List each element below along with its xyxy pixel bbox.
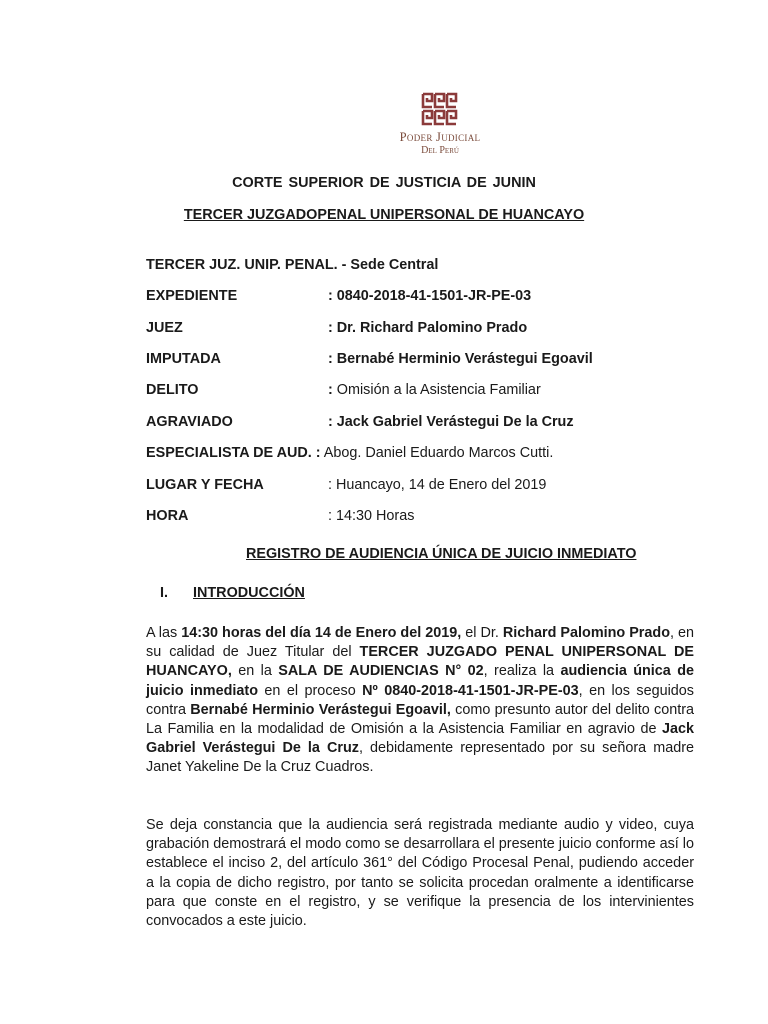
value-hora: : 14:30 Horas <box>328 508 415 524</box>
value-delito-wrap <box>328 382 541 398</box>
row-expediente <box>146 288 706 308</box>
value-agraviado: : Jack Gabriel Verástegui De la Cruz <box>328 414 574 430</box>
p1-s2: el Dr. <box>461 625 503 641</box>
row-agraviado <box>146 414 706 434</box>
value-imputada: : Bernabé Herminio Verástegui Egoavil <box>328 351 593 367</box>
paragraph-constancia: Se deja constancia que la audiencia será registrada mediante audio y video, cuya grabación demostrará el modo como se desarrollara el presente juicio conforme así lo establece el inciso 2, del artículo 361° del Código Procesal Penal, pudiendo acceder a la copia de dicho registro, por tanto se solicita procedan oralmente a identificarse para que conste en el registro, y se verifique la presencia de los intervinientes convocados a este juicio. <box>146 817 694 930</box>
p1-b4: SALA DE AUDIENCIAS N° 02 <box>278 663 484 680</box>
p1-b3: TERCER JUZGADO PENAL UNIPERSONAL DE HUANCAYO, <box>146 644 694 680</box>
juzgado-heading: TERCER JUZGADOPENAL UNIPERSONAL DE HUANCAYO <box>183 207 585 223</box>
p1-b8: Jack Gabriel Verástegui De la Cruz <box>146 721 694 757</box>
label-hora: HORA <box>146 508 189 524</box>
p1-s1: A las <box>146 625 182 641</box>
value-expediente: : 0840-2018-41-1501-JR-PE-03 <box>328 288 532 304</box>
p1-b2: Richard Palomino Prado <box>502 625 670 641</box>
p1-s6: en el proceso <box>257 682 363 699</box>
poder-judicial-emblem-icon <box>421 92 459 126</box>
label-expediente: EXPEDIENTE <box>146 288 238 304</box>
value-juez: : Dr. Richard Palomino Prado <box>328 320 528 336</box>
p1-s4: en la <box>231 663 279 680</box>
label-especialista-text: ESPECIALISTA DE AUD. : <box>146 445 321 461</box>
label-imputada: IMPUTADA <box>146 351 221 367</box>
p1-s8: como presunto autor del delito contra La Familia en la modalidad de Omisión a la Asistencia Familiar en agravio de <box>146 701 694 738</box>
delito-colon: : <box>328 382 333 398</box>
label-juez: JUEZ <box>146 320 183 336</box>
poder-judicial-logo <box>385 92 495 156</box>
row-lugar <box>146 477 706 497</box>
value-delito: Omisión a la Asistencia Familiar <box>332 382 541 398</box>
label-agraviado: AGRAVIADO <box>146 414 233 430</box>
label-lugar: LUGAR Y FECHA <box>146 477 264 493</box>
label-delito: DELITO <box>146 382 199 398</box>
p1-b6: Nº 0840-2018-41-1501-JR-PE-03 <box>362 682 579 699</box>
row-imputada <box>146 351 706 371</box>
label-especialista <box>146 445 553 461</box>
value-especialista: Abog. Daniel Eduardo Marcos Cutti. <box>320 445 554 461</box>
row-juez <box>146 320 706 340</box>
p1-s5: , realiza la <box>483 663 561 680</box>
row-hora <box>146 508 706 528</box>
p1-b1: 14:30 horas del día 14 de Enero del 2019, <box>181 625 462 641</box>
registro-title-wrap <box>0 546 768 562</box>
p1-b7: Bernabé Herminio Verástegui Egoavil, <box>190 701 451 718</box>
sede-line: TERCER JUZ. UNIP. PENAL. - Sede Central <box>146 257 439 273</box>
p1-s9: , debidamente representado por su señora madre Janet Yakeline De la Cruz Cuadros. <box>146 740 695 776</box>
logo-line-2: Del Perú <box>421 145 459 156</box>
section-title: INTRODUCCIÓN <box>193 585 305 601</box>
paragraph-intro <box>146 624 694 778</box>
section-number: I. <box>160 585 168 601</box>
p1-s7: , en los seguidos contra <box>146 682 694 718</box>
logo-line-1: Poder Judicial <box>399 130 481 144</box>
section-heading <box>160 585 305 601</box>
registro-title: REGISTRO DE AUDIENCIA ÚNICA DE JUICIO INMEDIATO <box>246 546 637 562</box>
p1-s3: , en su calidad de Juez Titular del <box>146 625 694 661</box>
value-lugar: : Huancayo, 14 de Enero del 2019 <box>328 477 547 493</box>
row-delito <box>146 382 706 402</box>
court-heading: CORTE SUPERIOR DE JUSTICIA DE JUNIN <box>232 175 536 191</box>
p1-b5: audiencia única de juicio inmediato <box>146 663 694 699</box>
row-especialista <box>146 445 706 465</box>
